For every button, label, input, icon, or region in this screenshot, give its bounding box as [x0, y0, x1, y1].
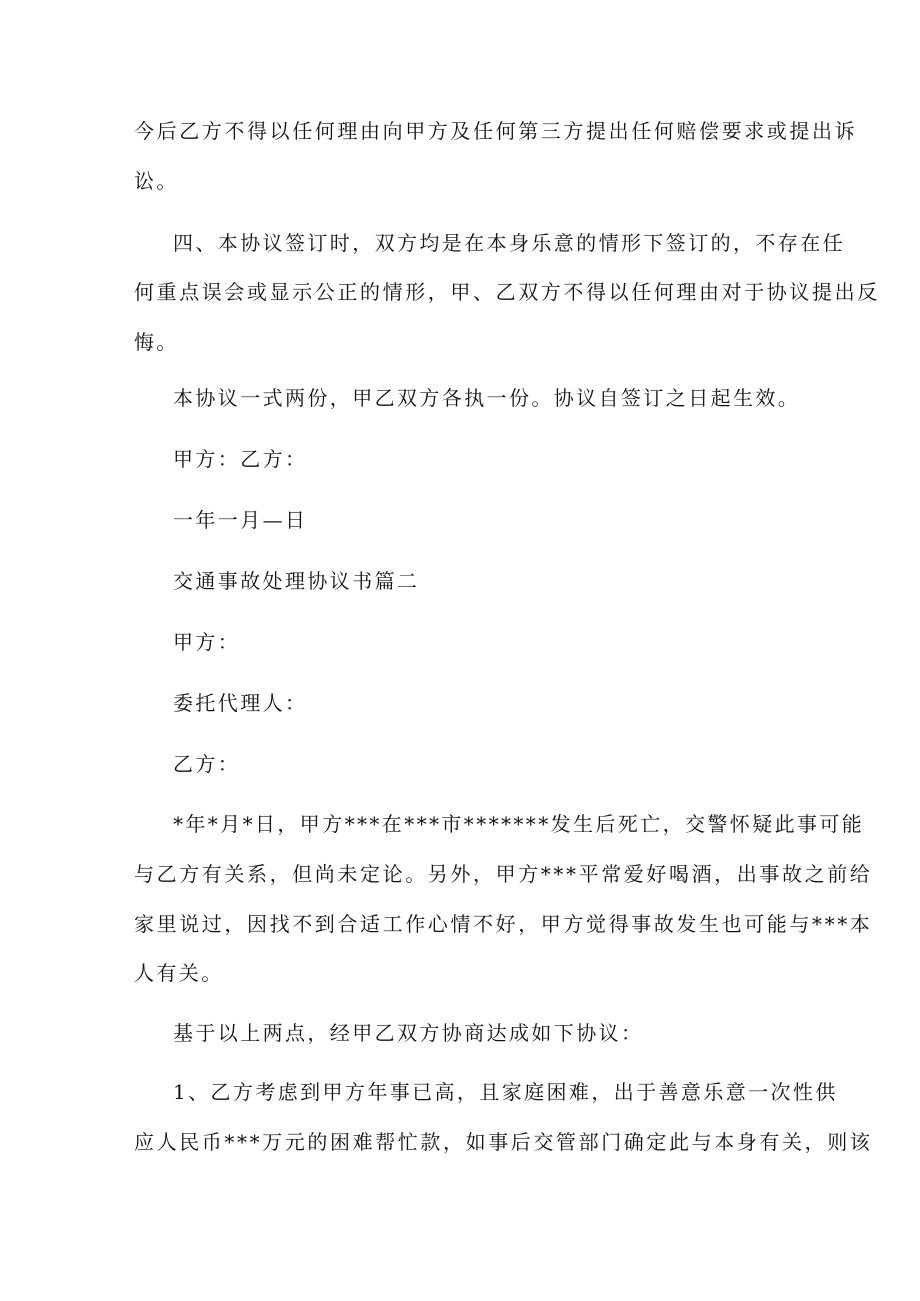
paragraph-line: *年*月*日，甲方***在***市*******发生后死亡，交警怀疑此事可能 [173, 812, 865, 836]
party-a-line: 甲方： [173, 630, 241, 654]
paragraph-line: 基于以上两点，经甲乙双方协商达成如下协议： [173, 1021, 644, 1045]
paragraph-line: 讼。 [134, 169, 179, 193]
paragraph-line: 四、本协议签订时，双方均是在本身乐意的情形下签订的，不存在任 [173, 231, 845, 255]
paragraph-line: 本协议一式两份，甲乙双方各执一份。协议自签订之日起生效。 [173, 386, 801, 410]
party-b-line: 乙方： [173, 752, 241, 776]
paragraph-line: 家里说过，因找不到合适工作心情不好，甲方觉得事故发生也可能与***本 [134, 912, 873, 936]
paragraph-line: 1、乙方考虑到甲方年事已高，且家庭困难，出于善意乐意一次性供 [173, 1080, 838, 1104]
paragraph-line: 人有关。 [134, 961, 224, 985]
date-line: 一年一月—日 [173, 508, 308, 532]
paragraph-line: 今后乙方不得以任何理由向甲方及任何第三方提出任何赔偿要求或提出诉 [134, 119, 858, 143]
paragraph-line: 悔。 [134, 330, 179, 354]
section-heading: 交通事故处理协议书篇二 [173, 569, 420, 593]
paragraph-line: 应人民币***万元的困难帮忙款，如事后交管部门确定此与本身有关，则该 [134, 1130, 873, 1154]
agent-line: 委托代理人： [173, 691, 308, 715]
paragraph-line: 与乙方有关系，但尚未定论。另外，甲方***平常爱好喝酒，出事故之前给 [134, 862, 873, 886]
paragraph-line: 何重点误会或显示公正的情形，甲、乙双方不得以任何理由对于协议提出反 [134, 280, 880, 304]
signature-parties-line: 甲方：乙方： [173, 447, 308, 471]
